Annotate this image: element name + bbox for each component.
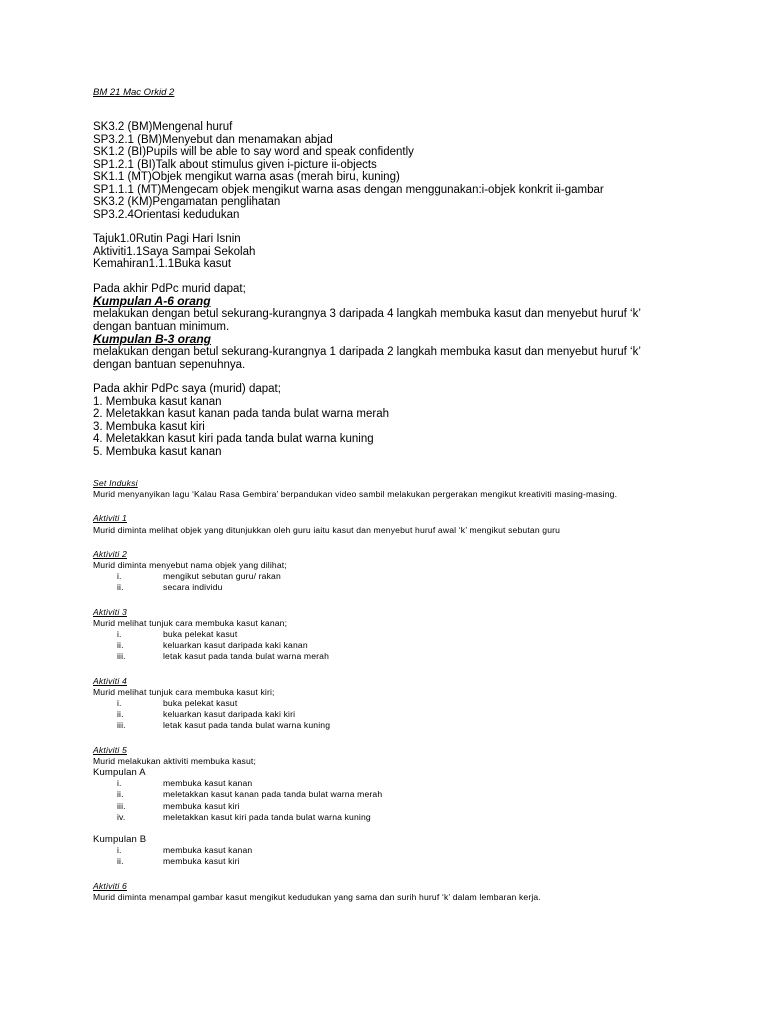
aktiviti-5-title: Aktiviti 5 — [93, 744, 127, 755]
list-text: mengikut sebutan guru/ rakan — [163, 571, 281, 582]
list-number: i. — [117, 698, 122, 709]
group-a-objective: melakukan dengan betul sekurang-kurangnya 3 daripada 4 langkah membuka kasut dan menyebut huruf ‘k’ dengan bantuan minimum. — [93, 308, 641, 333]
aktiviti-1-section — [93, 513, 673, 535]
list-number: ii. — [117, 789, 124, 800]
list-text: membuka kasut kiri — [163, 800, 240, 811]
list-text: meletakkan kasut kiri pada tanda bulat warna kuning — [163, 811, 371, 822]
list-number: i. — [117, 778, 122, 789]
standard-line: SP3.2.1 (BM)Menyebut dan menamakan abjad — [93, 133, 333, 146]
aktiviti-2-text: Murid diminta menyebut nama objek yang dilihat; — [93, 560, 287, 571]
aktiviti-4-title: Aktiviti 4 — [93, 675, 127, 686]
aktiviti-6-text: Murid diminta menampal gambar kasut mengikut kedudukan yang sama dan surih huruf ‘k’ dalam lembaran kerja. — [93, 891, 541, 902]
list-text: buka pelekat kasut — [163, 698, 238, 709]
learning-item: 5. Membuka kasut kanan — [93, 445, 222, 458]
list-item — [93, 698, 673, 709]
list-item — [93, 571, 673, 582]
kumpulan-b-label: Kumpulan B — [93, 834, 147, 846]
list-number: ii. — [117, 582, 124, 593]
list-text: membuka kasut kanan — [163, 845, 253, 856]
aktiviti-2-title: Aktiviti 2 — [93, 548, 127, 559]
list-text: keluarkan kasut daripada kaki kanan — [163, 640, 308, 651]
list-item — [93, 582, 673, 593]
objectives-block — [93, 283, 673, 372]
topic-block — [93, 233, 673, 271]
aktiviti-3-text: Murid melihat tunjuk cara membuka kasut kanan; — [93, 617, 288, 628]
aktiviti-4-text: Murid melihat tunjuk cara membuka kasut kiri; — [93, 686, 275, 697]
aktiviti-line: Aktiviti1.1Saya Sampai Sekolah — [93, 245, 256, 258]
group-a-title: Kumpulan A-6 orang — [93, 294, 211, 308]
list-item — [93, 651, 673, 662]
standard-line: SK1.1 (MT)Objek mengikut warna asas (merah biru, kuning) — [93, 171, 400, 183]
list-item — [93, 629, 673, 640]
aktiviti-3-section — [93, 607, 673, 663]
standard-line: SK3.2 (BM)Mengenal huruf — [93, 121, 233, 133]
list-number: iii. — [117, 800, 126, 811]
kemahiran-line: Kemahiran1.1.1Buka kasut — [93, 258, 232, 270]
list-item — [93, 640, 673, 651]
list-number: iii. — [117, 720, 126, 731]
list-text: keluarkan kasut daripada kaki kiri — [163, 709, 296, 720]
group-b-title: Kumpulan B-3 orang — [93, 332, 212, 346]
aktiviti-2-section — [93, 549, 673, 594]
aktiviti-1-title: Aktiviti 1 — [93, 513, 127, 524]
objectives-intro: Pada akhir PdPc murid dapat; — [93, 282, 246, 295]
aktiviti-6-section — [93, 881, 673, 903]
learning-item: 3. Membuka kasut kiri — [93, 420, 205, 433]
list-item — [93, 801, 673, 812]
standard-line: SK1.2 (BI)Pupils will be able to say word and speak confidently — [93, 146, 414, 158]
list-item — [93, 778, 673, 789]
list-text: secara individu — [163, 582, 223, 593]
learning-block — [93, 383, 673, 458]
standard-line: SK3.2 (KM)Pengamatan penglihatan — [93, 196, 281, 208]
standard-line: SP3.2.4Orientasi kedudukan — [93, 208, 240, 221]
aktiviti-1-text: Murid diminta melihat objek yang ditunjukkan oleh guru iaitu kasut dan menyebut huruf awal ‘k’ mengikut sebutan guru — [93, 524, 561, 535]
list-number: ii. — [117, 640, 124, 651]
list-number: i. — [117, 845, 122, 856]
list-text: letak kasut pada tanda bulat warna merah — [163, 651, 330, 662]
standards-list — [93, 121, 673, 221]
learning-item: 2. Meletakkan kasut kanan pada tanda bulat warna merah — [93, 408, 389, 420]
aktiviti-5-section — [93, 745, 673, 868]
list-number: iii. — [117, 651, 126, 662]
list-text: letak kasut pada tanda bulat warna kuning — [163, 720, 331, 731]
standard-line: SP1.1.1 (MT)Mengecam objek mengikut warna asas dengan menggunakan:i-objek konkrit ii-gambar — [93, 183, 604, 196]
learning-item: 4. Meletakkan kasut kiri pada tanda bulat warna kuning — [93, 433, 374, 445]
aktiviti-4-section — [93, 676, 673, 732]
list-item — [93, 856, 673, 867]
standard-line: SP1.2.1 (BI)Talk about stimulus given i-picture ii-objects — [93, 158, 377, 171]
list-number: ii. — [117, 709, 124, 720]
list-number: iv. — [117, 811, 126, 822]
list-item — [93, 789, 673, 800]
learning-intro: Pada akhir PdPc saya (murid) dapat; — [93, 383, 281, 395]
document-header: BM 21 Mac Orkid 2 — [93, 87, 175, 98]
list-item — [93, 709, 673, 720]
kumpulan-a-label: Kumpulan A — [93, 767, 146, 779]
document-page — [93, 87, 673, 903]
aktiviti-6-title: Aktiviti 6 — [93, 880, 127, 891]
list-item — [93, 720, 673, 731]
set-induksi-text: Murid menyanyikan lagu ‘Kalau Rasa Gembira’ berpandukan video sambil melakukan pergerakan mengikut kreativiti masing-masing. — [93, 489, 618, 500]
aktiviti-3-title: Aktiviti 3 — [93, 606, 127, 617]
set-induksi-title: Set Induksi — [93, 478, 138, 488]
list-text: membuka kasut kiri — [163, 856, 240, 867]
list-number: i. — [117, 629, 122, 640]
list-number: ii. — [117, 856, 124, 867]
group-b-objective: melakukan dengan betul sekurang-kurangnya 1 daripada 2 langkah membuka kasut dan menyebut huruf ‘k’ dengan bantuan sepenuhnya. — [93, 346, 641, 371]
set-induksi-section — [93, 478, 673, 500]
aktiviti-5-text: Murid melakukan aktiviti membuka kasut; — [93, 755, 256, 766]
list-text: meletakkan kasut kanan pada tanda bulat warna merah — [163, 789, 383, 800]
list-item — [93, 812, 673, 823]
tajuk-line: Tajuk1.0Rutin Pagi Hari Isnin — [93, 233, 241, 245]
list-item — [93, 845, 673, 856]
list-text: buka pelekat kasut — [163, 629, 238, 640]
list-number: i. — [117, 571, 122, 582]
learning-item: 1. Membuka kasut kanan — [93, 395, 222, 408]
list-text: membuka kasut kanan — [163, 778, 253, 789]
